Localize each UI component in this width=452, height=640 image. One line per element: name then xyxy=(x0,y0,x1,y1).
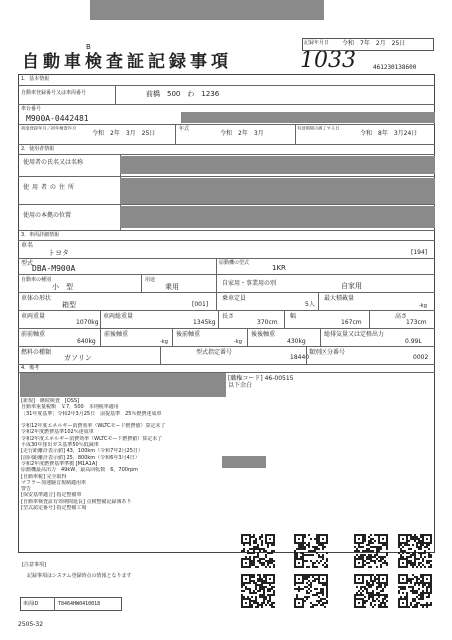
expiry-value: 令和 8年 3月24日 xyxy=(360,130,418,137)
maker-value: トヨタ xyxy=(48,249,69,257)
divider xyxy=(18,230,435,231)
maker-label: 車名 xyxy=(21,242,34,249)
divider xyxy=(318,292,319,310)
first-reg-value: 令和 2年 3月 25日 xyxy=(92,130,156,137)
user-address-redaction xyxy=(120,178,435,204)
divider xyxy=(54,597,55,611)
divider xyxy=(306,346,307,364)
width-label: 幅 xyxy=(290,313,297,320)
remarks-redaction xyxy=(20,373,226,397)
fuel-label: 燃料の種類 xyxy=(21,349,52,356)
rear-rear-axle-label: 後後軸重 xyxy=(251,331,276,338)
remarks-line: [前回距離計表示値] 25，800km（令和6年3月4日） xyxy=(21,454,140,461)
divider xyxy=(172,328,173,346)
remarks-line: ［31年度基準］令和2年3月25日 前提基準 25％燃費達成車 xyxy=(21,410,162,417)
record-date-label: 記録年月日 xyxy=(304,40,330,46)
engine-value: 1KR xyxy=(272,264,286,272)
maker-code: [194] xyxy=(411,249,428,256)
type-no-value: 18440 xyxy=(290,354,310,361)
front-rear-axle-label: 前後軸重 xyxy=(104,331,129,338)
model-value: DBA-M900A xyxy=(32,264,76,273)
divider xyxy=(18,144,435,145)
divider xyxy=(18,176,435,177)
qr-code-icon xyxy=(398,534,432,568)
rear-rear-axle-value: 430kg xyxy=(287,338,306,345)
divider xyxy=(18,310,435,311)
serial-number: 461230138600 xyxy=(373,64,417,71)
remarks-line: [保安基準適合] 指定整備車 xyxy=(21,492,82,499)
qr-code-icon xyxy=(354,574,388,608)
capacity-value: 5人 xyxy=(305,301,315,308)
remarks-line: 自動車重量税額 ￥7，500 本則税率適用 xyxy=(21,404,119,411)
remarks-list xyxy=(21,398,256,511)
vehicle-id-label: 車両ID xyxy=(23,601,39,607)
remarks-line: 令和2年度燃費基準準拠 [M1A1A] xyxy=(21,460,98,467)
divider xyxy=(18,292,435,293)
divider xyxy=(247,328,248,346)
section4-heading: 4．備考 xyxy=(21,365,40,371)
length-label: 長さ xyxy=(222,313,235,320)
length-value: 370cm xyxy=(257,319,278,326)
kind-value: 小 型 xyxy=(52,283,73,291)
use-value: 乗用 xyxy=(165,283,179,291)
remarks-line: [自動車検査証有効期間延長] 点検整備記録簿あり xyxy=(21,498,132,505)
weight-label: 車両重量 xyxy=(21,313,46,320)
body-value: 箱型 xyxy=(62,301,76,309)
qr-code-icon xyxy=(241,574,275,608)
record-date-value: 令和 7年 2月 25日 xyxy=(342,40,406,47)
divider xyxy=(160,346,161,364)
divider xyxy=(18,204,435,205)
authority-code: [職権コード] 46-00515 xyxy=(228,375,294,382)
remarks-line: 警告 xyxy=(21,486,32,493)
engine-label: 原動機の型式 xyxy=(219,260,250,266)
divider xyxy=(216,274,217,292)
remarks-line: [自動車税] 完全取得 xyxy=(21,473,67,480)
remarks-line: [走行距離計表示値] 43，100km（令和7年2月25日） xyxy=(21,448,143,455)
chassis-redaction xyxy=(181,112,435,123)
user-address-label: 使用者の住所 xyxy=(23,184,78,191)
divider xyxy=(18,240,435,241)
form-number: 2505-32 xyxy=(18,621,44,628)
remarks-line: 令和12年度エネルギー消費効率（WLTCモード燃費値）算定未了 xyxy=(21,423,166,430)
max-load-value: -kg xyxy=(419,303,427,309)
remarks-line: 平成30年排出ガス基準50％低減車 xyxy=(21,442,99,449)
front-rear-axle-value: -kg xyxy=(160,339,168,345)
remarks-line: 令和2年度エネルギー消費効率（WLTCモード燃費値）算定未了 xyxy=(21,435,163,442)
chassis-value: M900A-0442481 xyxy=(26,114,89,123)
section2-heading: 2．使用者情報 xyxy=(21,146,55,152)
remarks-line: マフラー加速騒音規制適用車 xyxy=(21,479,87,486)
class-no-value: 0002 xyxy=(413,354,429,361)
chassis-label: 車台番号 xyxy=(21,106,42,112)
body-label: 車体の形状 xyxy=(21,295,52,302)
divider xyxy=(141,274,142,292)
user-name-label: 使用者の氏名又は名称 xyxy=(23,159,84,166)
displacement-value: 0.99L xyxy=(405,338,422,345)
type-no-label: 型式指定番号 xyxy=(196,349,233,356)
notes-heading: [注意事項] xyxy=(22,562,46,568)
kind-label: 自動車の種別 xyxy=(21,277,52,283)
body-code: [001] xyxy=(192,301,209,308)
divider xyxy=(100,310,101,328)
remarks-line: 令和2年度燃費基準102％達成車 xyxy=(21,429,94,436)
document-title: 自動車検査証記録事項 xyxy=(22,52,232,72)
authority-code-sub: 以下余白 xyxy=(228,382,253,389)
private-value: 自家用 xyxy=(341,282,362,290)
qr-code-icon xyxy=(241,534,275,568)
divider xyxy=(18,364,435,365)
base-location-redaction xyxy=(120,206,435,228)
gross-value: 1345kg xyxy=(193,319,216,326)
class-no-label: 類別区分番号 xyxy=(309,349,346,356)
divider xyxy=(320,328,321,346)
height-value: 173cm xyxy=(406,319,427,326)
divider xyxy=(100,328,101,346)
user-name-redaction xyxy=(120,156,435,174)
divider xyxy=(18,85,435,86)
divider xyxy=(18,328,435,329)
divider xyxy=(115,85,116,104)
fuel-value: ガソリン xyxy=(64,354,92,362)
qr-code-icon xyxy=(294,574,328,608)
capacity-label: 乗車定員 xyxy=(222,295,247,302)
divider xyxy=(284,310,285,328)
year-value: 令和 2年 3月 xyxy=(220,130,264,137)
gross-label: 車両総重量 xyxy=(103,313,134,320)
section3-heading: 3．車両詳細情報 xyxy=(21,232,60,238)
qr-code-icon xyxy=(294,534,328,568)
divider xyxy=(18,274,435,275)
front-front-axle-label: 前前軸重 xyxy=(21,331,46,338)
rear-front-axle-value: -kg xyxy=(234,339,242,345)
handwritten-number: 1033 xyxy=(300,48,356,73)
section1-heading: 1．基本情報 xyxy=(21,76,50,82)
first-reg-label: 初度登録年月／初年検査年月 xyxy=(21,126,77,132)
top-redaction xyxy=(90,0,324,20)
remarks-line: [新規] 継続検査 [OSS] xyxy=(21,398,80,404)
divider xyxy=(295,124,296,144)
divider xyxy=(369,310,370,328)
divider xyxy=(216,258,217,274)
header-mark: B xyxy=(86,43,91,51)
private-label: 自家用・事業用の別 xyxy=(222,280,277,287)
vehicle-id-value: T8464HW0410018 xyxy=(58,601,101,607)
divider xyxy=(18,104,435,105)
divider xyxy=(18,154,435,155)
expiry-label: 有効期間の満了する日 xyxy=(297,126,340,132)
divider xyxy=(216,292,217,310)
qr-code-area xyxy=(236,532,436,610)
divider xyxy=(175,124,176,144)
divider xyxy=(218,310,219,328)
qr-code-icon xyxy=(398,574,432,608)
remarks-line: 原動機最高出力 49kW，最高回転数 6，700rpm xyxy=(21,467,139,474)
base-location-label: 使用の本拠の位置 xyxy=(23,212,72,219)
height-label: 高さ xyxy=(395,313,408,320)
use-label: 用途 xyxy=(145,277,156,283)
model-label: 型式 xyxy=(21,260,34,267)
divider xyxy=(18,346,435,347)
displacement-label: 総排気量又は定格出力 xyxy=(324,331,385,338)
weight-value: 1070kg xyxy=(76,319,99,326)
divider xyxy=(18,124,435,125)
reg-label: 自動車登録番号又は車両番号 xyxy=(21,90,87,96)
remarks-line: [型式認定番号] 指定整備工場 xyxy=(21,505,87,512)
front-front-axle-value: 640kg xyxy=(77,338,96,345)
notes-text: 記録事項はシステム登録時点の情報となります xyxy=(27,573,132,579)
divider xyxy=(18,258,435,259)
remarks-side-redaction xyxy=(222,456,266,468)
year-label: 年式 xyxy=(179,126,190,132)
width-value: 167cm xyxy=(341,319,362,326)
max-load-label: 最大積載量 xyxy=(324,295,355,302)
reg-value: 前橋 500 わ 1236 xyxy=(146,90,220,98)
qr-code-icon xyxy=(354,534,388,568)
rear-front-axle-label: 後前軸重 xyxy=(176,331,201,338)
